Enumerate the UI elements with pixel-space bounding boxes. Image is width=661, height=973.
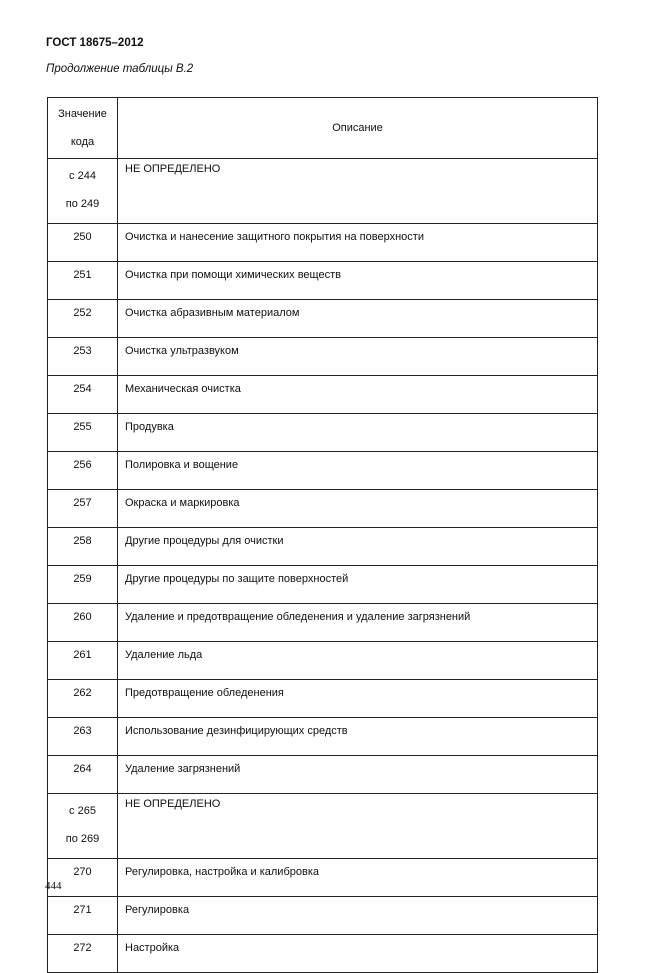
table-row [48, 490, 598, 528]
code-cell: 257 [48, 490, 118, 528]
description-cell: Полировка и вощение [118, 452, 598, 490]
description-cell: Настройка [118, 935, 598, 973]
description-cell: Регулировка, настройка и калибровка [118, 859, 598, 897]
code-cell: 255 [48, 414, 118, 452]
description-cell: Очистка ультразвуком [118, 338, 598, 376]
code-cell: 262 [48, 680, 118, 718]
page-number: 444 [45, 880, 62, 892]
code-cell: 254 [48, 376, 118, 414]
description-cell: Окраска и маркировка [118, 490, 598, 528]
table-container [47, 97, 597, 973]
column-header-code-line2: кода [70, 136, 95, 148]
code-cell: 259 [48, 566, 118, 604]
code-cell: 271 [48, 897, 118, 935]
table-row [48, 756, 598, 794]
table-row [48, 159, 598, 224]
codes-table [47, 97, 598, 973]
table-row [48, 338, 598, 376]
code-cell: 272 [48, 935, 118, 973]
column-header-description: Описание [118, 98, 598, 159]
table-row [48, 642, 598, 680]
description-cell: Механическая очистка [118, 376, 598, 414]
code-cell: 251 [48, 262, 118, 300]
description-cell: Очистка и нанесение защитного покрытия на поверхности [118, 224, 598, 262]
table-row [48, 859, 598, 897]
description-cell: НЕ ОПРЕДЕЛЕНО [118, 794, 598, 859]
table-row [48, 414, 598, 452]
table-header-row [48, 98, 598, 159]
code-cell: 258 [48, 528, 118, 566]
code-cell: 263 [48, 718, 118, 756]
description-cell: НЕ ОПРЕДЕЛЕНО [118, 159, 598, 224]
column-header-code-line1: Значение [58, 108, 107, 120]
description-cell: Регулировка [118, 897, 598, 935]
description-cell: Очистка абразивным материалом [118, 300, 598, 338]
code-cell [48, 794, 118, 859]
table-row [48, 794, 598, 859]
description-cell: Предотвращение обледенения [118, 680, 598, 718]
document-header: ГОСТ 18675–2012 [46, 37, 144, 49]
code-range-end: по 269 [65, 833, 100, 845]
table-row [48, 262, 598, 300]
code-cell: 256 [48, 452, 118, 490]
code-range-start: с 265 [69, 805, 96, 817]
table-row [48, 897, 598, 935]
table-row [48, 680, 598, 718]
table-row [48, 300, 598, 338]
column-header-code [48, 98, 118, 159]
code-range-end: по 249 [65, 198, 100, 210]
code-cell: 264 [48, 756, 118, 794]
table-row [48, 604, 598, 642]
table-row [48, 224, 598, 262]
code-cell: 250 [48, 224, 118, 262]
table-row [48, 376, 598, 414]
table-caption: Продолжение таблицы В.2 [46, 63, 194, 75]
description-cell: Удаление и предотвращение обледенения и удаление загрязнений [118, 604, 598, 642]
table-row [48, 718, 598, 756]
code-cell: 261 [48, 642, 118, 680]
description-cell: Другие процедуры по защите поверхностей [118, 566, 598, 604]
description-cell: Использование дезинфицирующих средств [118, 718, 598, 756]
description-cell: Другие процедуры для очистки [118, 528, 598, 566]
code-range-start: с 244 [69, 170, 96, 182]
code-cell: 270 [48, 859, 118, 897]
description-cell: Продувка [118, 414, 598, 452]
table-row [48, 935, 598, 973]
code-cell [48, 159, 118, 224]
table-row [48, 528, 598, 566]
code-cell: 260 [48, 604, 118, 642]
code-cell: 252 [48, 300, 118, 338]
description-cell: Удаление загрязнений [118, 756, 598, 794]
description-cell: Очистка при помощи химических веществ [118, 262, 598, 300]
code-cell: 253 [48, 338, 118, 376]
description-cell: Удаление льда [118, 642, 598, 680]
table-row [48, 566, 598, 604]
table-row [48, 452, 598, 490]
